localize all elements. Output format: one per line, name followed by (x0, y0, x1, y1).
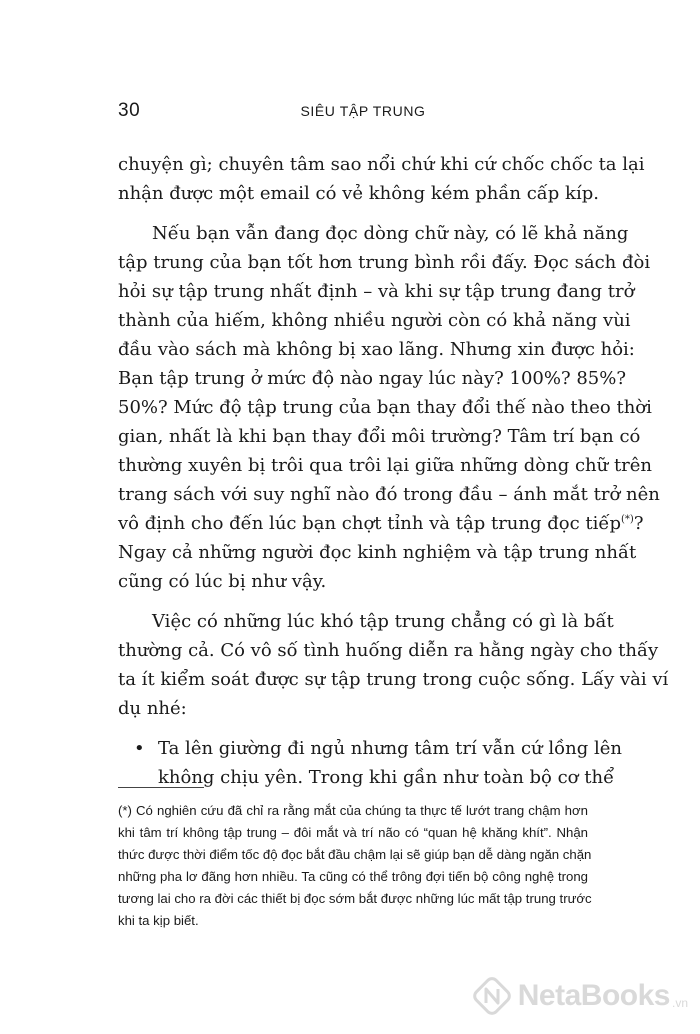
paragraph-3 (118, 607, 669, 723)
text-line: nhận được một email có vẻ không kém phần cấp kíp. (118, 183, 599, 204)
text-line: trang sách với suy nghĩ nào đó trong đầu – ánh mắt trở nên (118, 484, 660, 505)
text-line: dụ nhé: (118, 698, 187, 719)
text-fragment: ? (633, 513, 644, 534)
text-line: ta ít kiểm soát được sự tập trung trong cuộc sống. Lấy vài ví (118, 669, 669, 690)
footnote-line: những pha lơ đãng hơn nhiều. Ta cũng có thể trông đợi tiến bộ công nghệ trong (118, 869, 588, 884)
paragraph-1 (118, 150, 645, 208)
paragraph-2 (118, 219, 660, 596)
footnote-line: (*) Có nghiên cứu đã chỉ ra rằng mắt của chúng ta thực tế lướt trang chậm hơn (118, 803, 588, 818)
text-line: không chịu yên. Trong khi gần như toàn bộ cơ thể (158, 767, 615, 788)
text-line-with-footnote (118, 509, 644, 538)
page-header (118, 100, 588, 130)
text-line: gian, nhất là khi bạn thay đổi môi trường? Tâm trí bạn có (118, 426, 641, 447)
text-line: Ngay cả những người đọc kinh nghiệm và tập trung nhất (118, 542, 637, 563)
netabooks-logo-icon (472, 976, 512, 1016)
text-line: Nếu bạn vẫn đang đọc dòng chữ này, có lẽ khả năng (152, 223, 629, 244)
text-line: tập trung của bạn tốt hơn trung bình rồi đấy. Đọc sách đòi (118, 252, 651, 273)
text-line: 50%? Mức độ tập trung của bạn thay đổi thế nào theo thời (118, 397, 652, 418)
text-line: thường xuyên bị trôi qua trôi lại giữa những dòng chữ trên (118, 455, 653, 476)
text-line: Ta lên giường đi ngủ nhưng tâm trí vẫn cứ lồng lên (158, 738, 622, 759)
watermark (472, 976, 688, 1016)
body-text (118, 150, 669, 792)
footnote-line: khi tâm trí không tập trung – đôi mắt và trí não có “quan hệ khăng khít”. Nhận (118, 825, 588, 840)
footnote-line: khi ta kịp biết. (118, 913, 199, 928)
footnote-divider (118, 787, 204, 788)
text-fragment: vô định cho đến lúc bạn chợt tỉnh và tập trung đọc tiếp (118, 513, 621, 534)
watermark-text: NetaBooks (517, 979, 670, 1012)
bullet-icon: • (134, 738, 145, 759)
running-title: SIÊU TẬP TRUNG (300, 103, 426, 119)
text-line: Việc có những lúc khó tập trung chẳng có gì là bất (152, 611, 614, 632)
footnote (118, 800, 592, 932)
page-number: 30 (118, 100, 141, 121)
text-line: thành của hiếm, không nhiều người còn có khả năng vùi (118, 310, 631, 331)
text-line: hỏi sự tập trung nhất định – và khi sự tập trung đang trở (118, 281, 635, 302)
footnote-line: thức được thời điểm tốc độ đọc bắt đầu chậm lại sẽ giúp bạn dễ dàng ngăn chặn (118, 847, 592, 862)
bullet-item-1 (118, 734, 622, 792)
text-line: thường cả. Có vô số tình huống diễn ra hằng ngày cho thấy (118, 640, 659, 661)
footnote-marker: (*) (621, 514, 634, 525)
watermark-suffix: .vn (671, 996, 688, 1010)
text-line: chuyện gì; chuyên tâm sao nổi chứ khi cứ chốc chốc ta lại (118, 154, 645, 175)
text-line: đầu vào sách mà không bị xao lãng. Nhưng xin được hỏi: (118, 339, 635, 360)
text-line: cũng có lúc bị như vậy. (118, 571, 327, 592)
footnote-line: tương lai cho ra đời các thiết bị đọc sớm bắt được những lúc mất tập trung trước (118, 891, 592, 906)
text-line: Bạn tập trung ở mức độ nào ngay lúc này? 100%? 85%? (118, 368, 626, 389)
